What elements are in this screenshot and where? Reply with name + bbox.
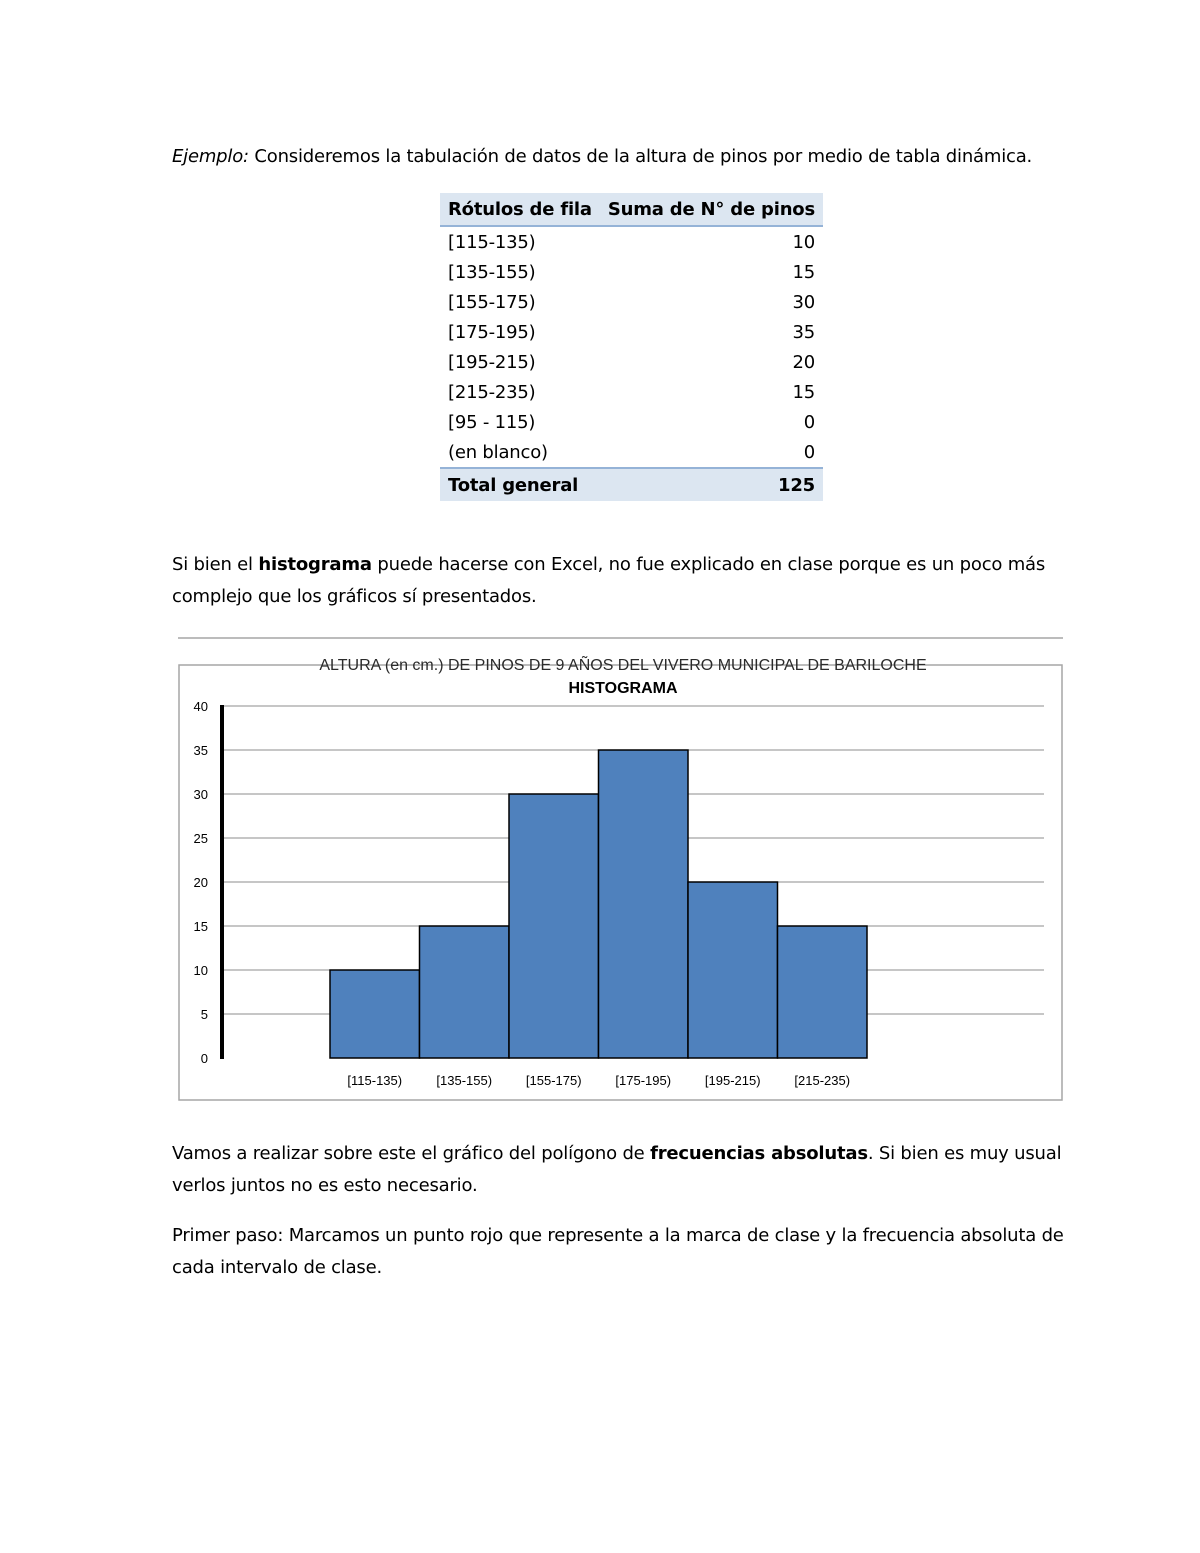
pivot-total-row xyxy=(440,468,823,501)
first-step-paragraph: Primer paso: Marcamos un punto rojo que represente a la marca de clase y la frecuencia absoluta de cada intervalo de clase. xyxy=(172,1225,1064,1278)
pivot-header-row-labels: Rótulos de fila xyxy=(440,193,600,226)
histogram-bar xyxy=(509,794,599,1058)
histogram-chart-svg xyxy=(178,637,1063,1102)
histogram-note-paragraph xyxy=(172,549,1092,613)
x-tick-label: [155-175) xyxy=(525,1073,582,1088)
pivot-header-sum: Suma de N° de pinos xyxy=(600,193,823,226)
row-value: 10 xyxy=(792,231,815,253)
row-label: [155-175) xyxy=(448,291,536,313)
intro-text: Consideremos la tabulación de datos de la altura de pinos por medio de tabla dinámica. xyxy=(248,146,1033,167)
row-value: 30 xyxy=(792,291,815,313)
x-tick-label: [115-135) xyxy=(347,1073,403,1088)
row-value: 15 xyxy=(792,261,815,283)
y-tick-label: 40 xyxy=(193,699,208,714)
row-value: 15 xyxy=(792,381,815,403)
table-row xyxy=(440,287,823,317)
row-label: [175-195) xyxy=(448,321,536,343)
row-label: [115-135) xyxy=(448,231,536,253)
row-value: 0 xyxy=(803,441,815,463)
row-label: (en blanco) xyxy=(448,441,548,463)
histogram-note-text-1: Si bien el xyxy=(172,554,259,575)
x-tick-label: [175-195) xyxy=(615,1073,672,1088)
table-row xyxy=(440,317,823,347)
histogram-bar xyxy=(420,926,510,1058)
intro-paragraph xyxy=(172,141,1092,173)
example-label: Ejemplo: xyxy=(172,146,249,167)
row-value: 0 xyxy=(803,411,815,433)
y-tick-label: 5 xyxy=(200,1007,208,1022)
row-label: [95 - 115) xyxy=(448,411,536,433)
row-label: [135-155) xyxy=(448,261,536,283)
histogram-chart xyxy=(178,637,1063,1102)
pivot-table xyxy=(440,193,823,501)
histogram-bar xyxy=(330,970,420,1058)
row-label: [195-215) xyxy=(448,351,536,373)
table-row xyxy=(440,377,823,407)
histogram-bar xyxy=(599,750,689,1058)
polygon-note-text-2: . Si bien es muy usual verlos juntos no es esto necesario. xyxy=(172,1143,1062,1196)
x-tick-label: [135-155) xyxy=(436,1073,493,1088)
histogram-note-text-2: puede hacerse con Excel, no fue explicado en clase porque es un poco más complejo que los gráficos sí presentados. xyxy=(172,554,1046,607)
y-tick-label: 20 xyxy=(193,875,208,890)
y-tick-label: 35 xyxy=(193,743,208,758)
row-label: [215-235) xyxy=(448,381,536,403)
histogram-bar xyxy=(778,926,868,1058)
pivot-header-row xyxy=(440,193,823,226)
histogram-note-bold: histograma xyxy=(258,554,372,575)
polygon-note-text-1: Vamos a realizar sobre este el gráfico del polígono de xyxy=(172,1143,651,1164)
x-tick-label: [215-235) xyxy=(794,1073,851,1088)
histogram-bar xyxy=(688,882,778,1058)
total-value: 125 xyxy=(600,468,823,501)
polygon-note-paragraph xyxy=(172,1138,1092,1202)
table-row xyxy=(440,437,823,468)
chart-subtitle: HISTOGRAMA xyxy=(568,680,678,697)
x-tick-label: [195-215) xyxy=(704,1073,761,1088)
table-row xyxy=(440,347,823,377)
y-tick-label: 25 xyxy=(193,831,208,846)
chart-title: ALTURA (en cm.) DE PINOS DE 9 AÑOS DEL VIVERO MUNICIPAL DE BARILOCHE xyxy=(319,657,927,674)
row-value: 20 xyxy=(792,351,815,373)
table-row xyxy=(440,257,823,287)
y-tick-label: 0 xyxy=(200,1051,208,1066)
y-tick-label: 15 xyxy=(193,919,208,934)
total-label: Total general xyxy=(440,468,600,501)
row-value: 35 xyxy=(792,321,815,343)
y-tick-label: 30 xyxy=(193,787,208,802)
table-row xyxy=(440,407,823,437)
polygon-note-bold: frecuencias absolutas xyxy=(650,1143,868,1164)
table-row xyxy=(440,226,823,257)
y-tick-label: 10 xyxy=(193,963,208,978)
